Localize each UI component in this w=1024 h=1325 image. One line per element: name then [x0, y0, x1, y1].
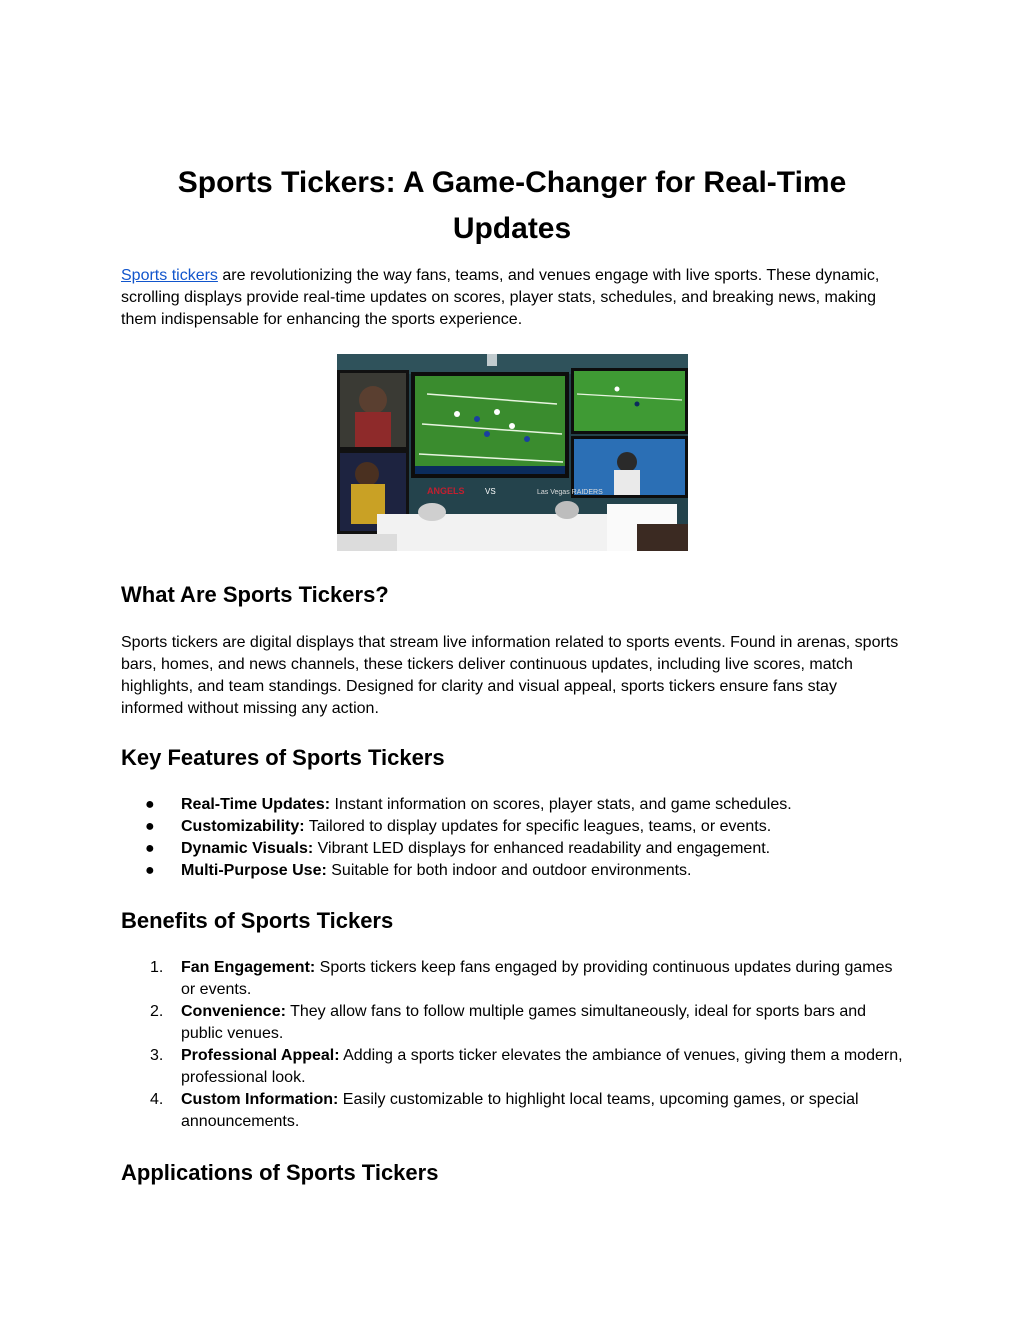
list-item [121, 957, 903, 1001]
bullet-icon: ● [145, 796, 155, 813]
item-text: Suitable for both indoor and outdoor environments. [326, 862, 692, 879]
page-title: Sports Tickers: A Game-Changer for Real-Time Updates [177, 166, 847, 245]
item-label: Professional Appeal: [181, 1047, 340, 1064]
item-label: Multi-Purpose Use: [181, 862, 327, 879]
item-text: They allow fans to follow multiple games simultaneously, ideal for sports bars and public venues. [181, 1003, 867, 1042]
item-label: Real-Time Updates: [181, 796, 331, 813]
list-item [121, 838, 903, 860]
item-text: Tailored to display updates for specific leagues, teams, or events. [304, 818, 772, 835]
item-text: Sports tickers keep fans engaged by providing continuous updates during games or events. [181, 959, 893, 998]
bullet-icon: ● [145, 840, 155, 857]
item-text: Instant information on scores, player stats, and game schedules. [330, 796, 792, 813]
section-heading-what: What Are Sports Tickers? [121, 582, 389, 607]
list-item [121, 1001, 903, 1045]
team-logo-right: Las Vegas RAIDERS [537, 489, 603, 496]
item-number: 3. [150, 1047, 164, 1064]
intro-paragraph [121, 265, 903, 331]
section-heading-key-features: Key Features of Sports Tickers [121, 745, 445, 770]
team-logo-left: ANGELS [427, 486, 465, 496]
list-item [121, 1089, 903, 1133]
list-item [121, 1045, 903, 1089]
sports-tickers-link[interactable]: Sports tickers [121, 267, 218, 284]
item-label: Fan Engagement: [181, 959, 316, 976]
list-item [121, 794, 903, 816]
list-item [121, 816, 903, 838]
item-text: Easily customizable to highlight local teams, upcoming games, or special announcements. [181, 1091, 859, 1130]
list-item [121, 860, 903, 882]
item-label: Customizability: [181, 818, 305, 835]
sports-bar-photo [337, 354, 688, 551]
section-heading-benefits: Benefits of Sports Tickers [121, 908, 394, 933]
tv-wall-illustration [337, 354, 688, 551]
item-text: Adding a sports ticker elevates the ambiance of venues, giving them a modern, professional look. [181, 1047, 903, 1086]
section-heading-applications: Applications of Sports Tickers [121, 1160, 439, 1185]
item-number: 2. [150, 1003, 164, 1020]
item-label: Custom Information: [181, 1091, 339, 1108]
item-number: 1. [150, 959, 164, 976]
item-text: Vibrant LED displays for enhanced readability and engagement. [313, 840, 771, 857]
item-number: 4. [150, 1091, 164, 1108]
bullet-icon: ● [145, 862, 155, 879]
key-features-list [121, 794, 903, 882]
item-label: Convenience: [181, 1003, 286, 1020]
item-label: Dynamic Visuals: [181, 840, 314, 857]
bullet-icon: ● [145, 818, 155, 835]
section-body-what: Sports tickers are digital displays that stream live information related to sports events. Found in arenas, sports bars, homes, and news channels, these tickers deliver continuous updates, including live scores, match highlights, and team standings. Designed for clarity and visual appeal, sports tickers ensure fans stay informed without missing any action. [121, 634, 899, 717]
benefits-list [121, 957, 903, 1133]
vs-label: VS [485, 487, 496, 496]
intro-text: are revolutionizing the way fans, teams, and venues engage with live sports. These dynamic, scrolling displays provide real-time updates on scores, player stats, schedules, and breaking news, making them indispensable for enhancing the sports experience. [121, 267, 880, 328]
